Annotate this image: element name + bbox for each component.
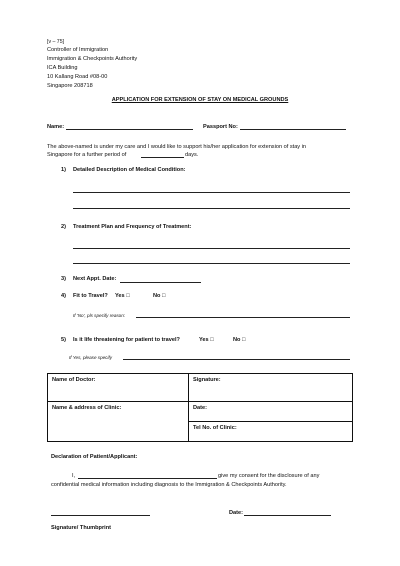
declaration-line-1b: give my consent for the disclosure of any [218,473,320,479]
address-line-1: Controller of Immigration [47,47,109,53]
applicant-name-field[interactable] [78,478,217,479]
declaration-line-1a: I, [72,473,76,479]
section-1-field-line-2[interactable] [73,208,350,209]
doctor-signature-label: Signature: [193,377,221,383]
declaration-line-2: confidential medical information including diagnosis to the Immigration & Checkpoints Authority. [51,482,287,488]
address-line-2: Immigration & Checkpoints Authority [47,56,138,62]
address-line-4: 10 Kallang Road #08-00 [47,74,108,80]
section-1-number: 1) [61,167,66,173]
section-1-label: Detailed Description of Medical Condition: [73,167,186,173]
intro-line-1: The above-named is under my care and I would like to support his/her application for extension of stay in [47,144,307,150]
intro-line-2b: days. [185,152,199,158]
passport-label: Passport No: [203,124,238,130]
section-4-specify-label: If 'No', pls specify reason: [73,313,126,318]
name-field[interactable] [66,129,193,130]
section-2-field-line-2[interactable] [73,263,350,264]
applicant-date-label: Date: [229,510,243,516]
section-5-number: 5) [61,337,66,343]
doctor-name-label: Name of Doctor: [52,377,96,383]
life-threatening-yes-checkbox[interactable]: Yes □ [199,337,214,343]
clinic-label: Name & address of Clinic: [52,405,122,411]
doctor-name-cell[interactable] [48,374,189,402]
reference-code: [v – 75] [47,39,65,45]
period-field[interactable] [141,157,184,158]
section-2-field-line-1[interactable] [73,248,350,249]
date-cell[interactable] [189,402,353,422]
section-1-field-line-1[interactable] [73,192,350,193]
tel-cell[interactable] [189,422,353,442]
clinic-cell[interactable] [48,402,189,442]
section-3-number: 3) [61,276,66,282]
section-4-number: 4) [61,293,66,299]
section-4-label: Fit to Travel? [73,293,108,299]
section-2-label: Treatment Plan and Frequency of Treatment: [73,224,192,230]
passport-field[interactable] [240,129,346,130]
clinic-tel-label: Tel No. of Clinic: [193,425,237,431]
address-line-3: ICA Building [47,65,78,71]
address-line-5: Singapore 208718 [47,83,93,89]
doctor-date-label: Date: [193,405,207,411]
next-appt-date-field[interactable] [120,282,201,283]
name-label: Name: [47,124,65,130]
signature-cell[interactable] [189,374,353,402]
doctor-details-table [47,373,353,442]
fit-to-travel-yes-checkbox[interactable]: Yes □ [115,293,130,299]
declaration-heading: Declaration of Patient/Applicant: [51,454,138,460]
section-4-reason-field[interactable] [136,317,350,318]
section-5-specify-field[interactable] [123,359,350,360]
applicant-date-field[interactable] [244,515,331,516]
applicant-signature-field[interactable] [51,515,150,516]
intro-line-2a: Singapore for a further period of [47,152,127,158]
section-5-label: Is it life threatening for patient to travel? [73,337,180,343]
section-3-label: Next Appt. Date: [73,276,117,282]
form-title: APPLICATION FOR EXTENSION OF STAY ON MEDICAL GROUNDS [111,97,289,103]
fit-to-travel-no-checkbox[interactable]: No □ [153,293,166,299]
signature-thumbprint-label: Signature/ Thumbprint [51,525,111,531]
life-threatening-no-checkbox[interactable]: No □ [233,337,246,343]
section-2-number: 2) [61,224,66,230]
section-5-specify-label: If Yes, please specify [69,355,113,360]
